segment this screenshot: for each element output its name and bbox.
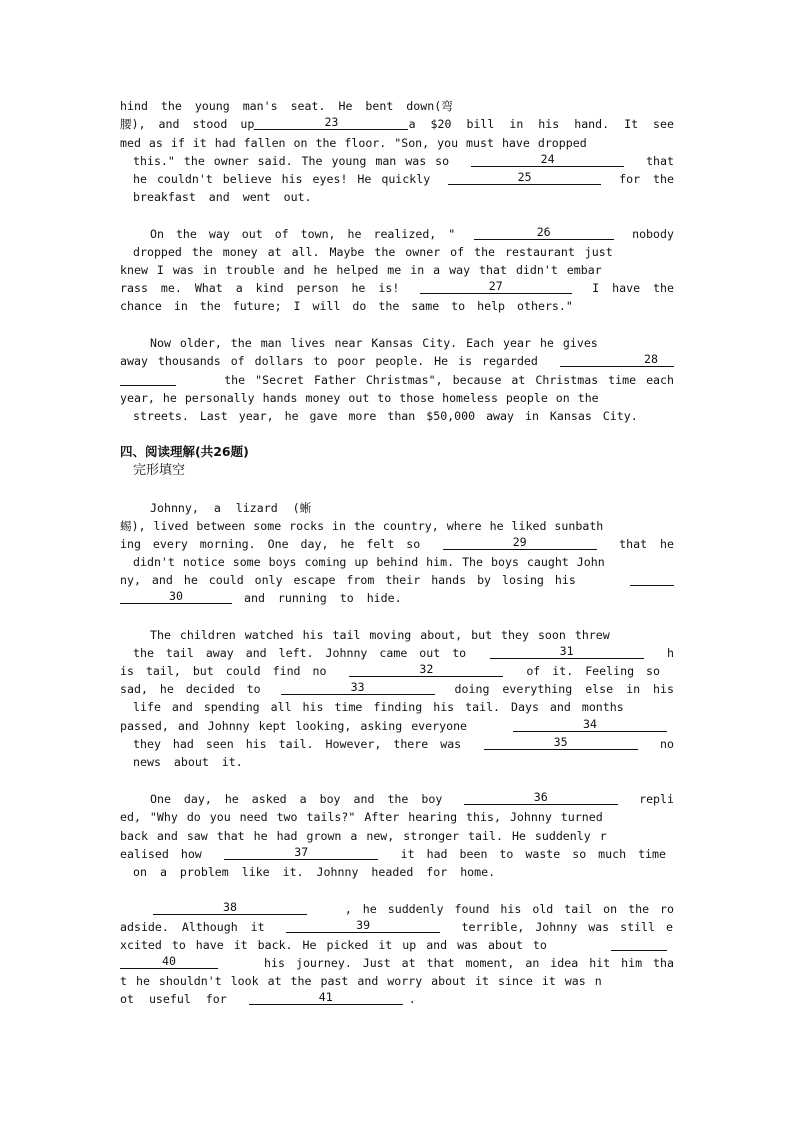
section-subheading: 完形填空	[133, 463, 186, 478]
text-line	[120, 517, 674, 535]
text-line	[120, 97, 674, 115]
line-text: dropped the money at all. Maybe the owner of the restaurant just	[133, 245, 613, 259]
line-text: ed, "Why do you need two tails?" After hearing this, Johnny turned	[120, 810, 603, 824]
text-line	[133, 188, 687, 206]
line-text: of it. Feeling so	[526, 664, 660, 678]
text-line	[120, 808, 660, 826]
blank-41[interactable]: 41	[249, 990, 403, 1005]
line-text: is tail, but could find no	[120, 664, 327, 678]
text-line	[133, 152, 674, 170]
line-text: his journey. Just at that moment, an idea hit him tha	[264, 956, 674, 970]
line-text: breakfast and went out.	[133, 190, 312, 204]
blank-28[interactable]: 28	[560, 352, 674, 367]
line-text: passed, and Johnny kept looking, asking everyone	[120, 719, 468, 733]
line-text: news about it.	[133, 755, 243, 769]
blank-40[interactable]: 40	[120, 954, 218, 969]
line-text: that he	[619, 537, 674, 551]
text-line	[133, 243, 674, 261]
line-text: sad, he decided to	[120, 682, 261, 696]
blank-32[interactable]: 32	[349, 662, 503, 677]
text-line	[120, 936, 667, 954]
line-text: 蜴), lived between some rocks in the country, where he liked sunbath	[120, 519, 604, 533]
blank-31[interactable]: 31	[490, 644, 644, 659]
text-line	[120, 115, 674, 133]
blank-35[interactable]: 35	[484, 735, 638, 750]
line-text: ealised how	[120, 847, 202, 861]
text-line	[120, 352, 674, 370]
line-text: back and saw that he had grown a new, stronger tail. He suddenly r	[120, 829, 607, 843]
text-line	[120, 589, 674, 607]
text-line	[120, 297, 674, 315]
line-text: doing everything else in his	[454, 682, 674, 696]
text-line	[150, 334, 674, 352]
line-text: this." the owner said. The young man was so	[133, 154, 450, 168]
blank-40-start	[611, 936, 667, 951]
line-text: a $20 bill in his hand. It see	[408, 117, 674, 131]
line-text: xcited to have it back. He picked it up and was about to	[120, 938, 547, 952]
blank-27[interactable]: 27	[420, 279, 572, 294]
text-line	[150, 225, 674, 243]
blank-26[interactable]: 26	[474, 225, 614, 240]
blank-23[interactable]: 23	[254, 115, 408, 130]
line-text: for the	[619, 172, 674, 186]
line-text: terrible, Johnny was still e	[461, 920, 673, 934]
line-text: he couldn't believe his eyes! He quickly	[133, 172, 431, 186]
blank-28-continuation	[120, 371, 176, 386]
text-line	[133, 553, 674, 571]
line-text: The children watched his tail moving about, but they soon threw	[150, 628, 610, 642]
line-text: 腰), and stood up	[120, 117, 255, 131]
text-line	[153, 900, 674, 918]
line-text: med as if it had fallen on the floor. "Son, you must have dropped	[120, 136, 587, 150]
blank-24[interactable]: 24	[471, 152, 624, 167]
line-text: On the way out of town, he realized, "	[150, 227, 456, 241]
line-text: away thousands of dollars to poor people. He is regarded	[120, 354, 538, 368]
line-text: Johnny, a lizard (蜥	[150, 501, 312, 515]
line-text: ny, and he could only escape from their hands by losing his	[120, 573, 576, 587]
text-line	[133, 735, 674, 753]
text-line	[120, 972, 674, 990]
line-text: h	[667, 646, 674, 660]
line-text: hind the young man's seat. He bent down(弯	[120, 99, 453, 113]
line-text: they had seen his tail. However, there was	[133, 737, 462, 751]
text-line	[120, 845, 666, 863]
line-text: no	[660, 737, 674, 751]
line-text: the "Secret Father Christmas", because at Christmas time each	[224, 373, 674, 387]
text-line	[150, 626, 664, 644]
text-line	[120, 680, 674, 698]
line-text: on a problem like it. Johnny headed for home.	[133, 865, 496, 879]
line-text: the tail away and left. Johnny came out to	[133, 646, 467, 660]
line-text: adside. Although it	[120, 920, 265, 934]
text-line	[120, 662, 660, 680]
text-line	[150, 499, 704, 517]
line-text: One day, he asked a boy and the boy	[150, 792, 443, 806]
text-line	[120, 717, 667, 735]
blank-38[interactable]: 38	[153, 900, 307, 915]
text-line	[133, 407, 674, 425]
blank-30[interactable]: 30	[120, 589, 232, 604]
text-line	[133, 753, 687, 771]
line-text: rass me. What a kind person he is!	[120, 281, 400, 295]
blank-39[interactable]: 39	[286, 918, 440, 933]
blank-25[interactable]: 25	[448, 170, 601, 185]
line-text: ot useful for	[120, 992, 227, 1006]
line-text: knew I was in trouble and he helped me in a way that didn't embar	[120, 263, 602, 277]
text-line	[133, 698, 674, 716]
text-line	[120, 827, 674, 845]
blank-30-start	[630, 571, 674, 586]
line-text: didn't notice some boys coming up behind him. The boys caught John	[133, 555, 605, 569]
blank-37[interactable]: 37	[224, 845, 378, 860]
text-line	[120, 134, 674, 152]
text-line	[120, 279, 674, 297]
line-text: streets. Last year, he gave more than $50,000 away in Kansas City.	[133, 409, 638, 423]
blank-33[interactable]: 33	[281, 680, 435, 695]
blank-29[interactable]: 29	[443, 535, 597, 550]
line-text: that	[646, 154, 674, 168]
text-line	[150, 790, 674, 808]
text-line	[133, 644, 674, 662]
text-line	[133, 863, 687, 881]
blank-34[interactable]: 34	[513, 717, 667, 732]
line-text: .	[408, 992, 416, 1006]
blank-36[interactable]: 36	[464, 790, 618, 805]
text-line	[133, 170, 674, 188]
line-text: t he shouldn't look at the past and worry about it since it was n	[120, 974, 602, 988]
line-text: and running to hide.	[244, 591, 402, 605]
text-line	[120, 371, 674, 389]
text-line	[120, 389, 674, 407]
text-line	[120, 261, 674, 279]
text-line	[120, 918, 673, 936]
line-text: Now older, the man lives near Kansas City. Each year he gives	[150, 336, 598, 350]
text-line	[120, 954, 674, 972]
section-heading: 四、阅读理解(共26题)	[120, 444, 249, 459]
line-text: life and spending all his time finding his tail. Days and months	[133, 700, 624, 714]
line-text: it had been to waste so much time	[400, 847, 666, 861]
line-text: ing every morning. One day, he felt so	[120, 537, 421, 551]
line-text: repli	[639, 792, 674, 806]
line-text: , he suddenly found his old tail on the ro	[344, 902, 674, 916]
line-text: chance in the future; I will do the same to help others."	[120, 299, 573, 313]
text-line	[120, 535, 674, 553]
line-text: year, he personally hands money out to those homeless people on the	[120, 391, 599, 405]
line-text: I have the	[592, 281, 674, 295]
line-text: nobody	[632, 227, 674, 241]
text-line	[120, 571, 674, 589]
text-line	[120, 990, 674, 1008]
